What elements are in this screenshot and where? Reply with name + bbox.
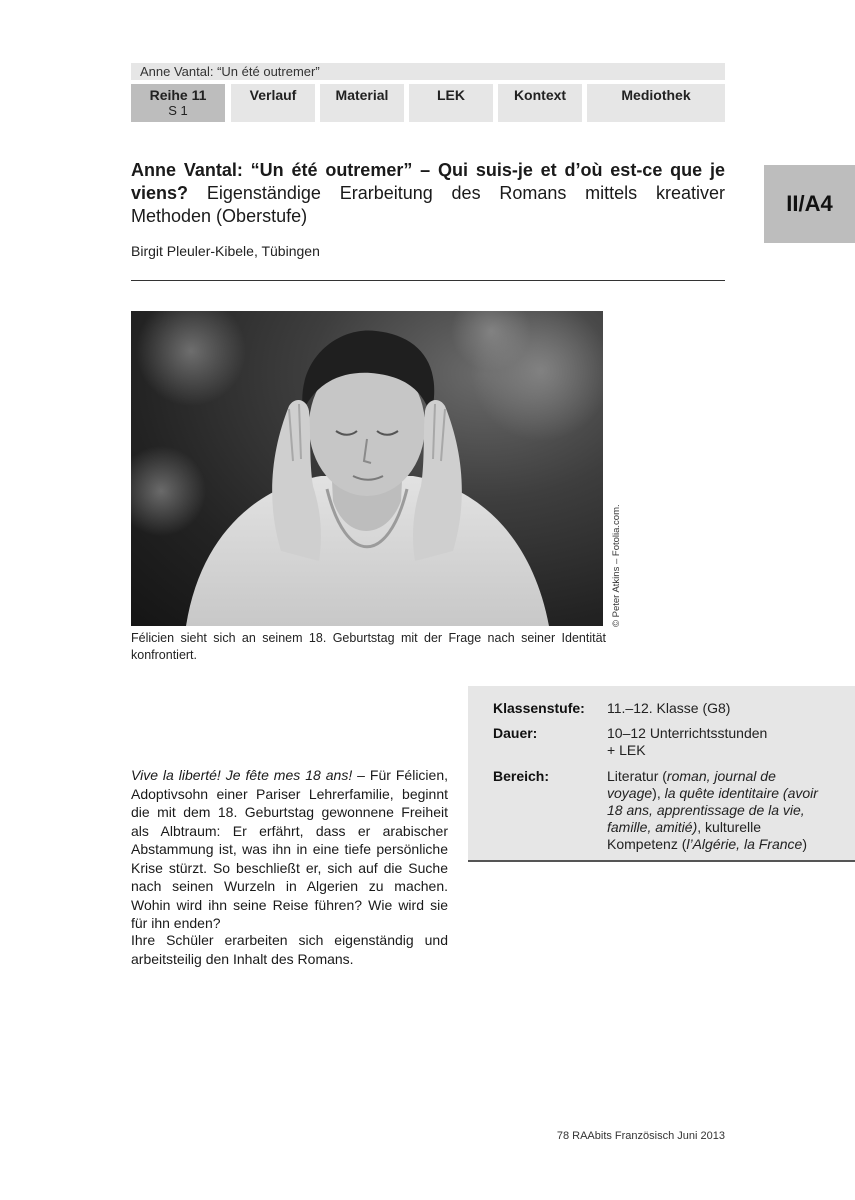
running-header xyxy=(131,63,725,80)
dauer-line-2: + LEK xyxy=(607,742,646,758)
page-title xyxy=(131,159,725,228)
nav-tab-lek[interactable] xyxy=(409,84,493,122)
page-title-rest: Eigenständige Erarbeitung des Romans mittels kreativer Methoden (Oberstufe) xyxy=(131,183,725,226)
nav-tab-lek-label: LEK xyxy=(437,87,465,103)
bereich-italic-1: roman, journal de voyage xyxy=(607,768,776,801)
nav-tab-reihe[interactable] xyxy=(131,84,225,122)
page-footer: 78 RAAbits Französisch Juni 2013 xyxy=(556,1130,725,1142)
bereich-label: Bereich: xyxy=(493,768,550,784)
nav-tab-material-label: Material xyxy=(335,87,389,103)
photo-credit-text: © Peter Atkins – Fotolia.com. xyxy=(611,504,622,627)
section-tab: II/A4 xyxy=(764,165,855,243)
nav-tab-mediothek[interactable] xyxy=(587,84,725,122)
bereich-text-3: , kulturelle Kompetenz ( xyxy=(607,819,762,852)
bereich-text-4: ) xyxy=(802,836,807,852)
bereich-italic-3: l’Algérie, la France xyxy=(686,836,803,852)
nav-tab-verlauf[interactable] xyxy=(231,84,315,122)
dauer-line-1: 10–12 Unterrichtsstunden xyxy=(607,725,768,741)
intro-quote: Vive la liberté! Je fête mes 18 ans! xyxy=(131,767,353,783)
nav-tab-kontext[interactable] xyxy=(498,84,582,122)
title-divider xyxy=(131,280,725,281)
klassenstufe-label: Klassenstufe: xyxy=(493,700,585,716)
page-title-bold: Anne Vantal: “Un été outremer” – Qui suis-je et d’où est-ce que je viens? xyxy=(131,160,725,203)
bereich-text-1: Literatur ( xyxy=(607,768,667,784)
klassenstufe-value: 11.–12. Klasse (G8) xyxy=(607,700,731,716)
nav-reihe-page: S 1 xyxy=(168,103,188,118)
nav-tab-kontext-label: Kontext xyxy=(513,87,567,103)
photo-illustration xyxy=(131,311,603,626)
bereich-italic-2: la quête identitaire (avoir 18 ans, apprentissage de la vie, famille, amitié) xyxy=(607,785,818,835)
nav-tab-verlauf-label: Verlauf xyxy=(249,87,297,103)
nav-tab-mediothek-label: Mediothek xyxy=(621,87,691,103)
bereich-text-2: ), xyxy=(652,785,665,801)
author-line: Birgit Pleuler-Kibele, Tübingen xyxy=(131,243,320,259)
intro-text: – Für Félicien, Adoptivsohn einer Pariser Lehrerfamilie, beginnt die mit dem 18. Geburtstag gewonnene Freiheit als Albtraum: Er erfährt, dass er arabischer Abstammung ist, was ihn in eine tiefe persönliche Krise stürzt. So beschließt er, sich auf die Suche nach seinen Wurzeln in Algerien zu machen. Wohin wird ihn seine Reise führen? Wie wird sie für ihn enden? xyxy=(131,767,449,931)
intro-paragraph-2: Ihre Schüler erarbeiten sich eigenständig und arbeitsteilig den Inhalt des Romans. xyxy=(131,932,448,967)
hero-photo xyxy=(131,311,603,626)
dauer-value xyxy=(607,725,822,759)
bereich-value xyxy=(607,768,822,853)
running-title: Anne Vantal: “Un été outremer” xyxy=(140,64,320,79)
nav-reihe-label: Reihe 11 xyxy=(149,87,207,103)
photo-credit xyxy=(603,497,629,627)
nav-tab-material[interactable] xyxy=(320,84,404,122)
dauer-label: Dauer: xyxy=(493,725,538,741)
intro-paragraph xyxy=(131,766,448,933)
photo-caption: Félicien sieht sich an seinem 18. Geburtstag mit der Frage nach seiner Identität konfrontiert. xyxy=(131,631,606,662)
